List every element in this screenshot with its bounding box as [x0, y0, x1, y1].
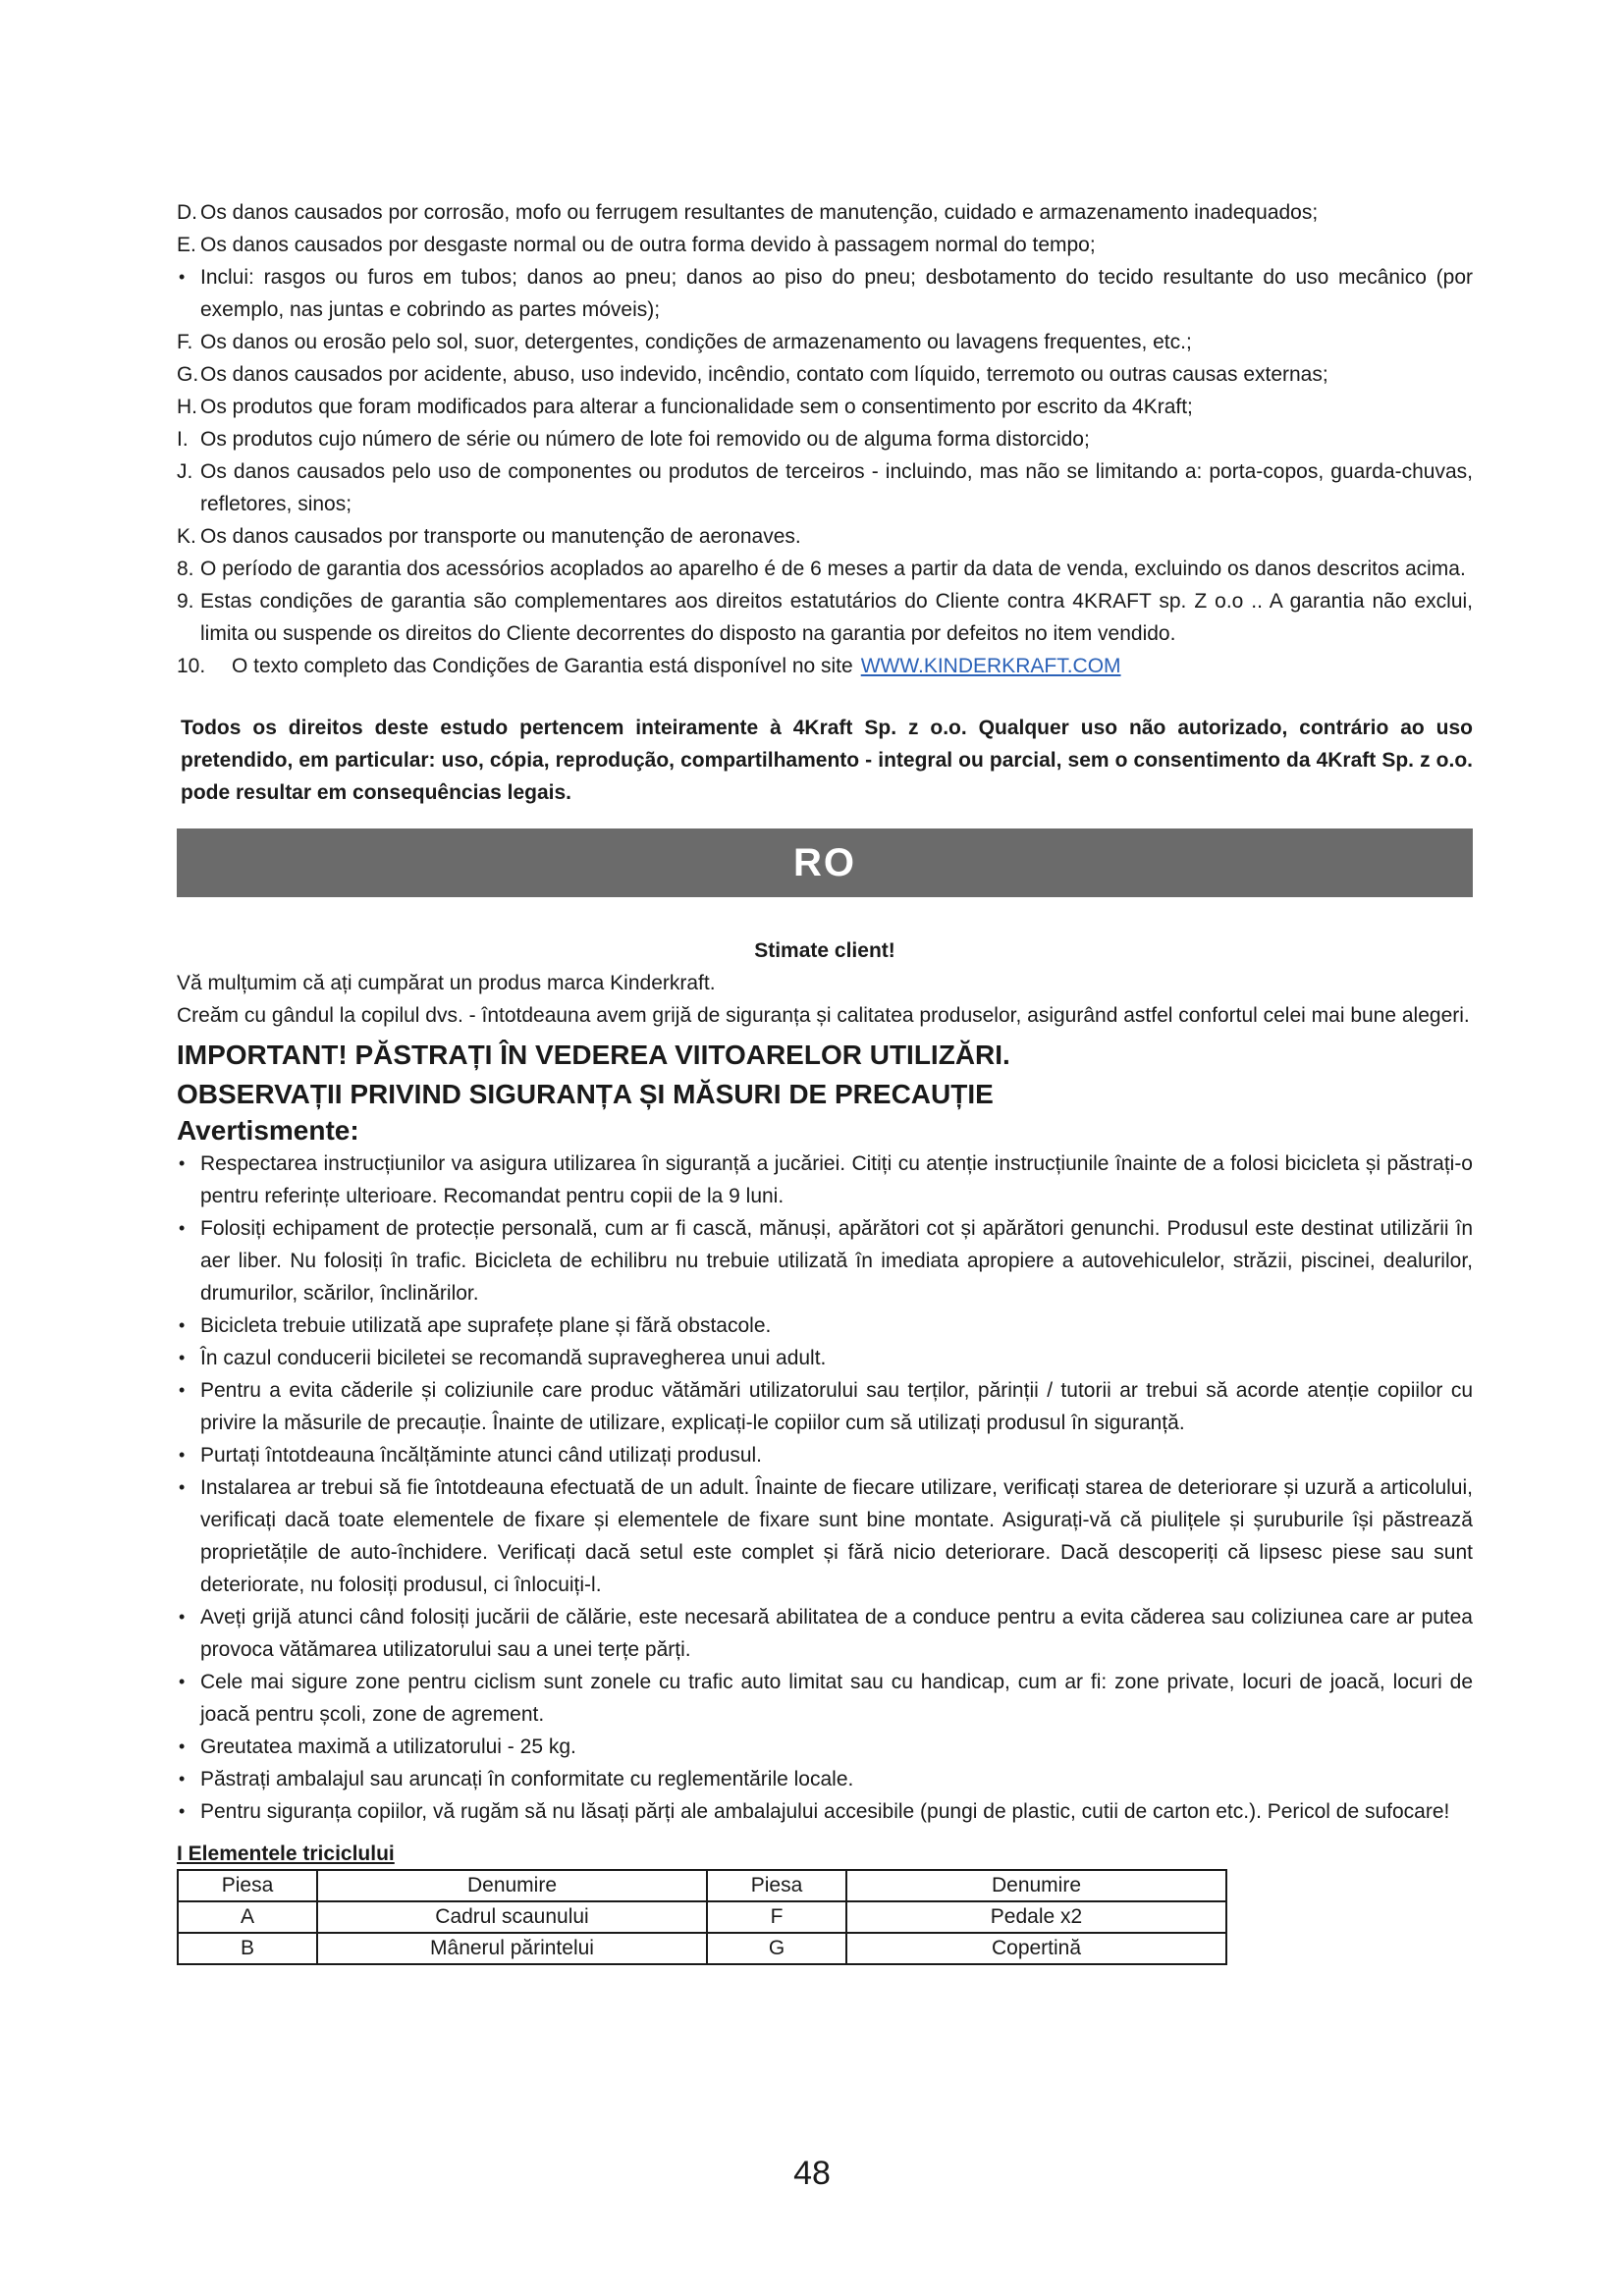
bullet-icon: •: [179, 1153, 186, 1173]
item-label: 9.: [177, 590, 194, 613]
list-item: [177, 1601, 1473, 1666]
item-text: Pentru a evita căderile și coliziunile care produc vătămări utilizatorului sau terților, părinții / tutorii ar trebui să acorde atenție copiilor cu privire la măsurile de precauție. Înainte de utilizare, explicați-le copiilor cum să utilizați produsul în siguranță.: [200, 1379, 1473, 1434]
item-text: Os produtos cujo número de série ou número de lote foi removido ou de alguma forma distorcido;: [200, 428, 1090, 451]
bullet-icon: •: [179, 1801, 186, 1821]
bullet-icon: •: [179, 1736, 186, 1756]
item-text: Respectarea instrucțiunilor va asigura utilizarea în siguranță a jucăriei. Citiți cu atenție instrucțiunile înainte de a folosi bicicleta și păstrați-o pentru referințe ulterioare. Recomandat pentru copii de la 9 luni.: [200, 1152, 1473, 1207]
heading-warnings: Avertismente:: [177, 1115, 359, 1146]
list-item: [177, 391, 1473, 423]
list-item: [177, 650, 1473, 682]
table-header: Piesa: [178, 1870, 317, 1901]
list-item: [177, 553, 1473, 585]
table-cell: A: [178, 1901, 317, 1933]
item-text: Cele mai sigure zone pentru ciclism sunt zonele cu trafic auto limitat sau cu handicap, cum ar fi: zone private, locuri de joacă, locuri de joacă pentru școli, zone de agrement.: [200, 1671, 1473, 1726]
item-text: Folosiți echipament de protecție personală, cum ar fi cască, mănuși, apărători cot și apărători genunchi. Produsul este destinat utilizării în aer liber. Nu folosiți în trafic. Bicicleta de echilibru nu trebuie utilizată în imediata apropiere a autovehiculelor, străzii, piscinei, dealurilor, drumurilor, scărilor, înclinărilor.: [200, 1217, 1473, 1305]
table-cell: Copertină: [846, 1933, 1226, 1964]
warnings-list: [177, 1148, 1473, 1828]
list-item: [177, 196, 1473, 229]
heading-safety: OBSERVAȚII PRIVIND SIGURANȚA ȘI MĂSURI DE PRECAUȚIE: [177, 1079, 994, 1109]
item-text: O texto completo das Condições de Garantia está disponível no site: [232, 655, 853, 677]
item-label: K.: [177, 525, 196, 548]
list-item: [177, 1212, 1473, 1309]
list-item: [177, 1731, 1473, 1763]
item-label: 8.: [177, 558, 194, 580]
item-text: Purtați întotdeauna încălțăminte atunci când utilizați produsul.: [200, 1444, 763, 1467]
table-header: Denumire: [846, 1870, 1226, 1901]
item-text: Păstrați ambalajul sau aruncați în conformitate cu reglementările locale.: [200, 1768, 854, 1790]
bullet-icon: •: [179, 1769, 186, 1789]
list-item: [177, 229, 1473, 261]
item-text: Os danos causados por corrosão, mofo ou ferrugem resultantes de manutenção, cuidado e armazenamento inadequados;: [200, 201, 1319, 224]
list-item: [177, 1309, 1473, 1342]
list-item: [177, 1342, 1473, 1374]
item-text: Os danos causados por transporte ou manutenção de aeronaves.: [200, 525, 801, 548]
copyright-notice: Todos os direitos deste estudo pertencem inteiramente à 4Kraft Sp. z o.o. Qualquer uso não autorizado, contrário ao uso pretendido, em particular: uso, cópia, reprodução, compartilhamento - integral ou parcial, sem o consentimento da 4Kraft Sp. z o.o. pode resultar em consequências legais.: [181, 717, 1473, 804]
bullet-icon: •: [179, 1315, 186, 1335]
item-text: Greutatea maximă a utilizatorului - 25 kg.: [200, 1735, 576, 1758]
language-banner: RO: [177, 828, 1473, 897]
list-item: [177, 1148, 1473, 1212]
table-header-row: [178, 1870, 1226, 1901]
item-text: Pentru siguranța copiilor, vă rugăm să nu lăsați părți ale ambalajului accesibile (pungi de plastic, cutii de carton etc.). Pericol de sufocare!: [200, 1800, 1450, 1823]
list-item: [177, 1795, 1473, 1828]
parts-table-title: I Elementele triciclului: [177, 1842, 395, 1865]
item-label: I.: [177, 428, 189, 451]
item-text: Bicicleta trebuie utilizată ape suprafețe plane și fără obstacole.: [200, 1314, 772, 1337]
item-text: Instalarea ar trebui să fie întotdeauna efectuată de un adult. Înainte de fiecare utilizare, verificați starea de deteriorare și uzură a articolului, verificați dacă toate elementele de fixare și elementele de fixare sunt bine montate. Asigurați-vă că piulițele și șuruburile își păstrează proprietățile de auto-închidere. Verificați dacă setul este complet și fără nicio deteriorare. Dacă descoperiți că lipsesc piese sau sunt deteriorate, nu folosiți produsul, ci înlocuiți-l.: [200, 1476, 1473, 1596]
list-item: [177, 1763, 1473, 1795]
list-item: [177, 455, 1473, 520]
item-label: 10.: [177, 655, 206, 677]
table-cell: Mânerul părintelui: [317, 1933, 707, 1964]
list-item: [177, 423, 1473, 455]
item-text: Inclui: rasgos ou furos em tubos; danos ao pneu; danos ao piso do pneu; desbotamento do tecido resultante do uso mecânico (por exemplo, nas juntas e cobrindo as partes móveis);: [200, 266, 1473, 321]
list-item: [177, 358, 1473, 391]
list-item: [177, 261, 1473, 326]
item-label: E.: [177, 234, 196, 256]
item-label: F.: [177, 331, 193, 353]
item-text: În cazul conducerii biciletei se recomandă supravegherea unui adult.: [200, 1347, 827, 1369]
item-label: J.: [177, 460, 193, 483]
table-header: Denumire: [317, 1870, 707, 1901]
website-link[interactable]: WWW.KINDERKRAFT.COM: [860, 655, 1121, 677]
item-text: O período de garantia dos acessórios acoplados ao aparelho é de 6 meses a partir da data de venda, excluindo os danos descritos acima.: [200, 558, 1466, 580]
item-label: D.: [177, 201, 197, 224]
item-text: Estas condições de garantia são complementares aos direitos estatutários do Cliente contra 4KRAFT sp. Z o.o .. A garantia não exclui, limita ou suspende os direitos do Cliente decorrentes do disposto na garantia por defeitos no item vendido.: [200, 590, 1473, 645]
table-cell: G: [707, 1933, 846, 1964]
item-text: Os produtos que foram modificados para alterar a funcionalidade sem o consentimento por escrito da 4Kraft;: [200, 396, 1193, 418]
bullet-icon: •: [179, 1218, 186, 1238]
table-cell: B: [178, 1933, 317, 1964]
bullet-icon: •: [179, 1672, 186, 1691]
table-row: [178, 1901, 1226, 1933]
heading-important: IMPORTANT! PĂSTRAȚI ÎN VEDEREA VIITOARELOR UTILIZĂRI.: [177, 1040, 1010, 1070]
document-page: [177, 196, 1473, 1965]
item-label: H.: [177, 396, 197, 418]
bullet-icon: •: [179, 1607, 186, 1627]
item-text: Os danos causados pelo uso de componentes ou produtos de terceiros - incluindo, mas não se limitando a: porta-copos, guarda-chuvas, refletores, sinos;: [200, 460, 1473, 515]
list-item: [177, 1471, 1473, 1601]
bullet-icon: •: [179, 1477, 186, 1497]
parts-table: [177, 1869, 1227, 1965]
greeting: Stimate client!: [754, 939, 895, 962]
bullet-icon: •: [179, 267, 186, 287]
bullet-icon: •: [179, 1380, 186, 1400]
table-header: Piesa: [707, 1870, 846, 1901]
pt-warranty-exclusions-list: [177, 196, 1473, 682]
list-item: [177, 326, 1473, 358]
item-text: Os danos causados por acidente, abuso, uso indevido, incêndio, contato com líquido, terremoto ou outras causas externas;: [200, 363, 1328, 386]
list-item: [177, 1374, 1473, 1439]
list-item: [177, 520, 1473, 553]
item-label: G.: [177, 363, 199, 386]
list-item: [177, 1666, 1473, 1731]
item-text: Os danos causados por desgaste normal ou de outra forma devido à passagem normal do tempo;: [200, 234, 1096, 256]
table-cell: Pedale x2: [846, 1901, 1226, 1933]
table-cell: F: [707, 1901, 846, 1933]
list-item: [177, 585, 1473, 650]
item-text: Aveți grijă atunci când folosiți jucării de călărie, este necesară abilitatea de a conduce pentru a evita căderea sau coliziunea care ar putea provoca vătămarea utilizatorului sau a unei terțe părți.: [200, 1606, 1473, 1661]
list-item: [177, 1439, 1473, 1471]
bullet-icon: •: [179, 1445, 186, 1465]
table-row: [178, 1933, 1226, 1964]
page-number: 48: [793, 2155, 831, 2192]
item-text: Os danos ou erosão pelo sol, suor, detergentes, condições de armazenamento ou lavagens frequentes, etc.;: [200, 331, 1192, 353]
table-cell: Cadrul scaunului: [317, 1901, 707, 1933]
intro-paragraph: Vă mulțumim că ați cumpărat un produs marca Kinderkraft.: [177, 972, 716, 994]
intro-paragraph: Creăm cu gândul la copilul dvs. - întotdeauna avem grijă de siguranța și calitatea produselor, asigurând astfel confortul celei mai bune alegeri.: [177, 1004, 1470, 1027]
bullet-icon: •: [179, 1348, 186, 1367]
